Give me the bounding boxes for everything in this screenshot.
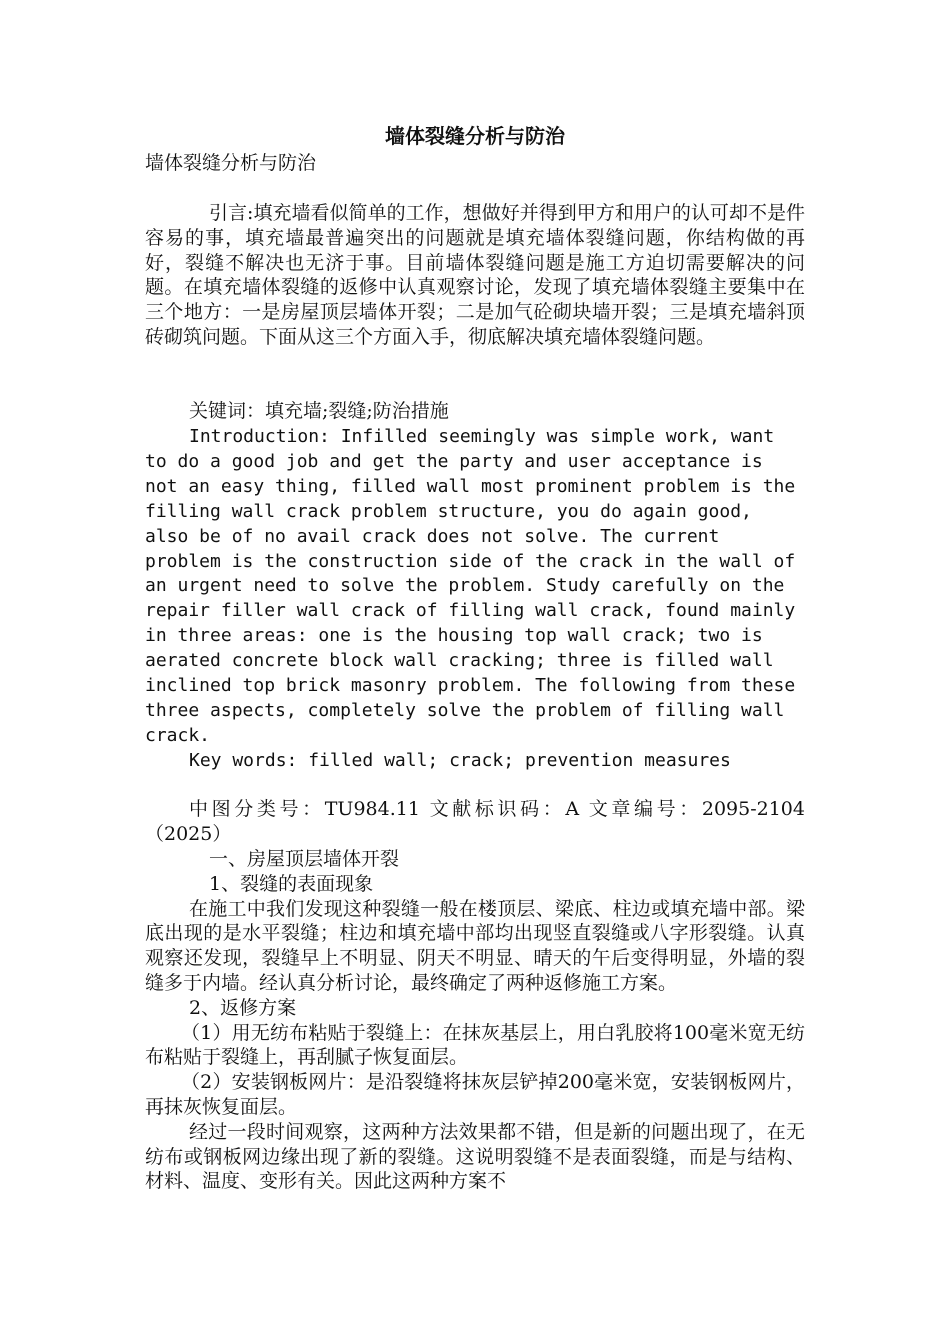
english-abstract: Introduction: Infilled seemingly was simple work, want to do a good job and get the party and user acceptance is not an easy thing, filled wall most prominent problem is the filling wall crack problem structure, you do again good, also be of no avail crack does not solve. The current problem is the construction side of the crack in the wall of an urgent need to solve the problem. Study carefully on the repair filler wall crack of filling wall crack, found mainly in three areas: one is the housing top wall crack; two is aerated concrete block wall cracking; three is filled wall inclined top brick masonry problem. The following from these three aspects, completely solve the problem of filling wall crack.: [145, 426, 796, 746]
body-paragraph-1: 在施工中我们发现这种裂缝一般在楼顶层、梁底、柱边或填充墙中部。梁底出现的是水平裂缝；柱边和填充墙中部均出现竖直裂缝或八字形裂缝。认真观察还发现，裂缝早上不明显、阴天不明显、晴天的午后变得明显，外墙的裂缝多于内墙。经认真分析讨论，最终确定了两种返修施工方案。: [145, 897, 805, 994]
classification-line: 中图分类号：TU984.11 文献标识码：A 文章编号：2095-2104（2025）: [145, 798, 805, 845]
repair-item-2: （2）安装钢板网片：是沿裂缝将抹灰层铲掉200毫米宽，安装钢板网片，再抹灰恢复面层。: [145, 1071, 805, 1118]
intro-paragraph: 引言:填充墙看似简单的工作，想做好并得到甲方和用户的认可却不是件容易的事，填充墙最普遍突出的问题就是填充墙体裂缝问题，你结构做的再好，裂缝不解决也无济于事。目前墙体裂缝问题是施工方迫切需要解决的问题。在填充墙体裂缝的返修中认真观察讨论，发现了填充墙体裂缝主要集中在三个地方：一是房屋顶层墙体开裂；二是加气砼砌块墙开裂；三是填充墙斜顶砖砌筑问题。下面从这三个方面入手，彻底解决填充墙体裂缝问题。: [145, 202, 805, 348]
document-subtitle: 墙体裂缝分析与防治: [145, 152, 317, 174]
body-paragraph-2: 经过一段时间观察，这两种方法效果都不错，但是新的问题出现了，在无纺布或钢板网边缘出现了新的裂缝。这说明裂缝不是表面裂缝，而是与结构、材料、温度、变形有关。因此这两种方案不: [145, 1120, 805, 1193]
section-heading-1: 一、房屋顶层墙体开裂: [209, 848, 400, 870]
repair-item-1: （1）用无纺布粘贴于裂缝上：在抹灰基层上，用白乳胶将100毫米宽无纺布粘贴于裂缝上，再刮腻子恢复面层。: [145, 1021, 805, 1069]
keywords-cn: 关键词：填充墙;裂缝;防治措施: [189, 400, 449, 422]
document-title: 墙体裂缝分析与防治: [385, 124, 565, 148]
keywords-en: Key words: filled wall; crack; prevention measures: [189, 749, 731, 771]
subsection-heading-1-2: 2、返修方案: [189, 996, 297, 1019]
subsection-heading-1-1: 1、裂缝的表面现象: [209, 872, 374, 895]
